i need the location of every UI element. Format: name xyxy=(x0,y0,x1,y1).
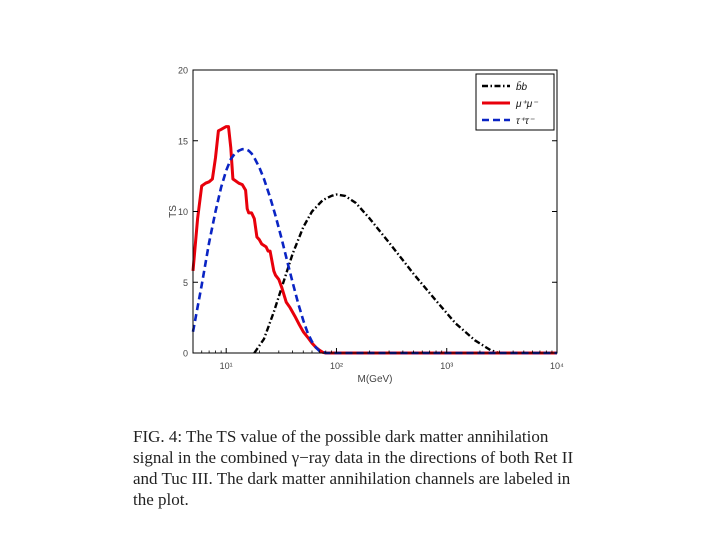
x-axis-label: M(GeV) xyxy=(357,374,393,385)
y-tick-label: 5 xyxy=(182,277,188,288)
series-line-0 xyxy=(254,195,557,354)
x-tick-label: 10⁴ xyxy=(550,361,564,371)
legend xyxy=(476,74,554,130)
legend-label-1: μ⁺μ⁻ xyxy=(516,99,538,110)
y-tick-label: 15 xyxy=(177,136,188,147)
y-tick-label: 20 xyxy=(177,65,188,76)
legend-label-0: b̄b xyxy=(516,82,528,93)
y-tick-label: 10 xyxy=(177,207,188,217)
legend-label-2: τ⁺τ⁻ xyxy=(516,116,535,127)
y-axis-label: TS xyxy=(168,205,179,218)
y-tick-label: 0 xyxy=(182,348,188,359)
figure-caption: FIG. 4: The TS value of the possible dark matter annihilation signal in the combined γ−ray data in the directions of both Ret II and Tuc III. The dark matter annihilation channels are labeled in the plot. xyxy=(133,427,574,509)
plot-layer xyxy=(193,127,557,353)
series-line-1 xyxy=(193,127,557,353)
x-tick-label: 10¹ xyxy=(219,361,233,371)
x-tick-label: 10² xyxy=(329,361,343,371)
series-line-2 xyxy=(193,149,557,353)
x-tick-label: 10³ xyxy=(440,361,454,371)
